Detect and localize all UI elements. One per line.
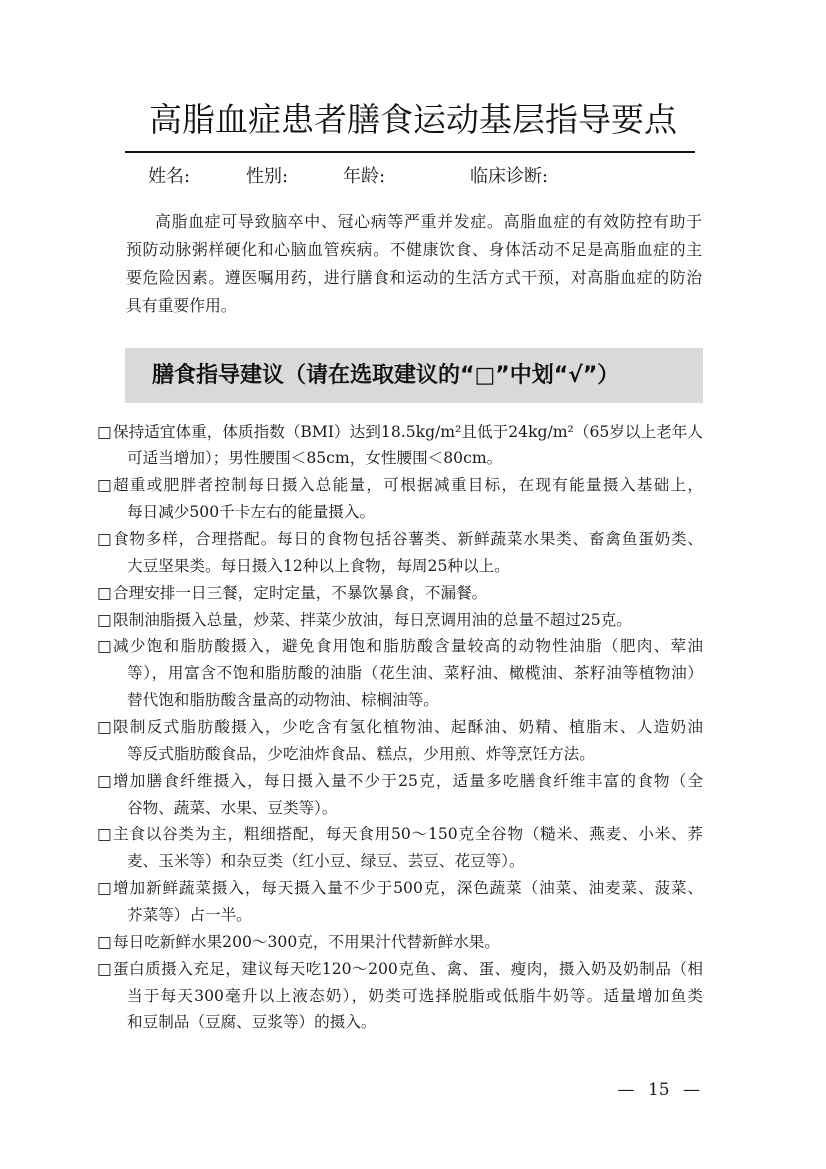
list-item-first-line: [97, 607, 703, 634]
list-item-first-line: [97, 580, 703, 607]
checkbox: □: [97, 529, 112, 548]
intro-line: 要危险因素。遵医嘱用药，进行膳食和运动的生活方式干预，对高脂血症的防治: [126, 268, 702, 287]
list-item: [0, 580, 826, 607]
list-item-text: 等反式脂肪酸食品，少吃油炸食品、糕点，少用煎、炸等烹饪方法。: [127, 744, 595, 763]
list-item-first-line: [97, 821, 703, 848]
list-item-text: 食物多样，合理搭配。每日的食物包括谷薯类、新鲜蔬菜水果类、畜禽鱼蛋奶类、: [113, 529, 703, 548]
list-item-text: 主食以谷类为主，粗细搭配，每天食用50～150克全谷物（糙米、燕麦、小米、荞: [113, 825, 703, 844]
list-item-text: 当于每天300毫升以上液态奶），奶类可选择脱脂或低脂牛奶等。适量增加鱼类: [127, 986, 703, 1005]
checkbox: □: [97, 932, 112, 951]
checkbox: □: [97, 637, 112, 656]
list-item-text: 每日吃新鲜水果200～300克，不用果汁代替新鲜水果。: [113, 932, 500, 951]
list-item-text: 谷物、蔬菜、水果、豆类等）。: [127, 798, 338, 817]
field-age-label: 年龄:: [343, 166, 386, 187]
list-item-text: 增加膳食纤维摄入，每日摄入量不少于25克，适量多吃膳食纤维丰富的食物（全: [113, 771, 703, 790]
list-item-text: 蛋白质摄入充足，建议每天吃120～200克鱼、禽、蛋、瘦肉，摄入奶及奶制品（相: [113, 959, 703, 978]
checkbox: □: [97, 717, 112, 736]
checkbox: □: [97, 476, 112, 495]
page-number: — 15 —: [617, 1080, 700, 1100]
list-item: [0, 472, 826, 526]
list-item-text: 增加新鲜蔬菜摄入，每天摄入量不少于500克，深色蔬菜（油菜、油麦菜、菠菜、: [113, 879, 703, 898]
section-heading-text: 膳食指导建议（请在选取建议的“□”中划“√”）: [152, 363, 620, 388]
list-item-text: 和豆制品（豆腐、豆浆等）的摄入。: [127, 1013, 377, 1032]
checkbox: □: [97, 959, 112, 978]
list-item-first-line: [97, 875, 703, 902]
checkbox: □: [97, 825, 112, 844]
list-item-text: 可适当增加）；男性腰围＜85cm，女性腰围＜80cm。: [127, 449, 503, 468]
list-item-first-line: [97, 929, 703, 956]
list-item: [0, 633, 826, 714]
intro-line: 预防动脉粥样硬化和心脑血管疾病。不健康饮食、身体活动不足是高脂血症的主: [126, 240, 702, 259]
list-item-text: 替代饱和脂肪酸含量高的动物油、棕榈油等。: [127, 691, 439, 710]
list-item-first-line: [97, 714, 703, 741]
list-item: [0, 526, 826, 580]
list-item-first-line: [97, 633, 703, 660]
checkbox: □: [97, 610, 112, 629]
intro-line: 高脂血症可导致脑卒中、冠心病等严重并发症。高脂血症的有效防控有助于: [155, 212, 702, 231]
section-header: [125, 348, 703, 403]
list-item: [0, 821, 826, 875]
list-item-text: 等），用富含不饱和脂肪酸的油脂（花生油、菜籽油、橄榄油、茶籽油等植物油）: [127, 664, 703, 683]
list-item: [0, 607, 826, 634]
list-item: [0, 875, 826, 929]
list-item: [0, 419, 826, 473]
list-item-text: 大豆坚果类。每日摄入12种以上食物，每周25种以上。: [127, 556, 510, 575]
checkbox: □: [97, 583, 112, 602]
list-item: [0, 956, 826, 1037]
list-item-text: 合理安排一日三餐，定时定量，不暴饮暴食，不漏餐。: [113, 583, 488, 602]
list-item: [0, 768, 826, 822]
checkbox: □: [97, 422, 112, 441]
list-item-text: 超重或肥胖者控制每日摄入总能量，可根据减重目标，在现有能量摄入基础上，: [113, 476, 703, 495]
list-item-text: 麦、玉米等）和杂豆类（红小豆、绿豆、芸豆、花豆等）。: [127, 852, 525, 871]
list-item-first-line: [97, 526, 703, 553]
field-diagnosis-label: 临床诊断:: [470, 166, 549, 187]
list-item-text: 保持适宜体重，体质指数（BMI）达到18.5kg/m²且低于24kg/m²（65岁以上老年人: [113, 422, 703, 441]
list-item: [0, 714, 826, 768]
list-item-text: 每日减少500千卡左右的能量摄入。: [127, 503, 376, 522]
list-item-first-line: [97, 956, 703, 983]
intro-paragraph: [126, 208, 702, 320]
list-item-first-line: [97, 768, 703, 795]
title-rule: [125, 151, 695, 153]
document-title: 高脂血症患者膳食运动基层指导要点: [149, 100, 677, 139]
list-item-text: 限制油脂摄入总量，炒菜、拌菜少放油，每日烹调用油的总量不超过25克。: [113, 610, 632, 629]
list-item-text: 限制反式脂肪酸摄入，少吃含有氢化植物油、起酥油、奶精、植脂末、人造奶油: [113, 717, 703, 736]
field-name-label: 姓名:: [148, 166, 191, 187]
guidance-list: [0, 419, 826, 1037]
list-item-first-line: [97, 419, 703, 446]
intro-line: 具有重要作用。: [126, 296, 237, 315]
list-item-text: 芥菜等）占一半。: [127, 905, 252, 924]
field-gender-label: 性别:: [246, 166, 289, 187]
list-item-text: 减少饱和脂肪酸摄入，避免食用饱和脂肪酸含量较高的动物性油脂（肥肉、荤油: [113, 637, 703, 656]
checkbox: □: [97, 771, 112, 790]
list-item-first-line: [97, 472, 703, 499]
list-item: [0, 929, 826, 956]
checkbox: □: [97, 879, 112, 898]
